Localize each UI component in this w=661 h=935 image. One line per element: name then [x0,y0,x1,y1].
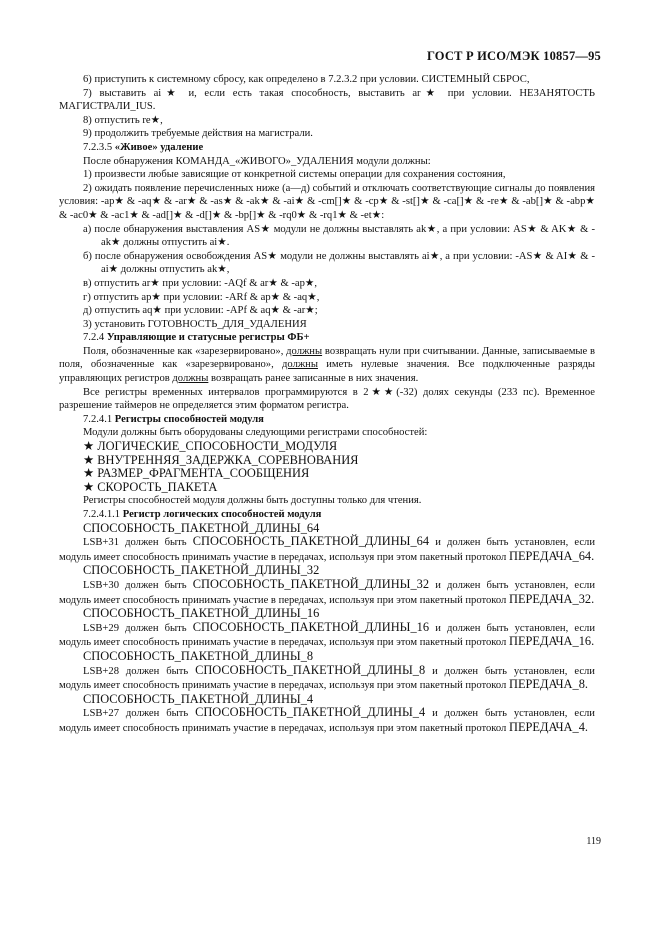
protocol-name: ПЕРЕДАЧА_16. [509,634,595,649]
text-run: LSB+28 должен быть [83,665,189,677]
paragraph [59,664,595,693]
section-number: 7.2.3.5 [83,141,113,153]
paragraph: Модули должны быть оборудованы следующими регистрами способностей: [83,427,428,439]
paragraph [59,535,595,564]
underlined-term: должны [286,345,323,357]
document-header: ГОСТ Р ИСО/МЭК 10857—95 [426,49,601,63]
list-item: 9) продолжить требуемые действия на магистрали. [83,128,313,140]
list-item: 1) произвести любые зависящие от конкретной системы операции для сохранения состояния, [83,169,506,181]
text-run: и должен быть установлен, если модуль имеет способность принимать участие в передачах, используя при этом пакетный протокол [59,579,595,606]
section-heading [59,141,595,155]
text-run: и должен быть установлен, если модуль имеет способность принимать участие в передачах, используя при этом пакетный протокол [59,665,595,692]
section-number: 7.2.4.1.1 [83,509,121,520]
page-number: 119 [586,836,601,847]
section-number: 7.2.4.1 [83,413,113,425]
text-run: LSB+27 должен быть [83,708,189,720]
bullet-item: ★ ВНУТРЕННЯЯ_ЗАДЕРЖКА_СОРЕВНОВАНИЯ [83,452,359,467]
register-name: СПОСОБНОСТЬ_ПАКЕТНОЙ_ДЛИНЫ_32 [83,563,320,578]
register-name: СПОСОБНОСТЬ_ПАКЕТНОЙ_ДЛИНЫ_4 [83,691,314,706]
sub-list-item: в) отпустить ar★ при условии: -AQf & ar★ & -ap★, [83,277,318,289]
protocol-name: ПЕРЕДАЧА_32. [509,591,595,606]
section-title: «Живое» удаление [114,141,204,153]
sub-list-item: б) после обнаружения освобождения AS★ модули не должны выставлять ai★, а при условии: -AS★ & AI★ & -ai★ должны отпустить ak★, [83,250,595,276]
register-name: СПОСОБНОСТЬ_ПАКЕТНОЙ_ДЛИНЫ_8 [83,648,314,663]
section-number: 7.2.4 [83,332,105,344]
protocol-name: ПЕРЕДАЧА_64. [509,548,595,563]
text-run: и должен быть установлен, если модуль имеет способность принимать участие в передачах, используя при этом пакетный протокол [59,708,595,734]
sub-list-item: а) после обнаружения выставления AS★ модули не должны выставлять ak★, а при условии: AS★ & AK★ & -ak★ должны отпустить ai★. [83,223,595,249]
register-name: СПОСОБНОСТЬ_ПАКЕТНОЙ_ДЛИНЫ_16 [83,606,320,621]
register-term: СПОСОБНОСТЬ_ПАКЕТНОЙ_ДЛИНЫ_4 [195,705,426,720]
register-term: СПОСОБНОСТЬ_ПАКЕТНОЙ_ДЛИНЫ_8 [195,662,426,677]
list-item: 8) отпустить re★, [83,114,163,126]
underlined-term: должны [282,359,318,371]
register-name: СПОСОБНОСТЬ_ПАКЕТНОЙ_ДЛИНЫ_64 [83,520,320,535]
bullet-item: ★ РАЗМЕР_ФРАГМЕНТА_СООБЩЕНИЯ [83,466,310,481]
paragraph [59,578,595,607]
section-heading [59,413,595,427]
paragraph [59,621,595,650]
paragraph: Все регистры временных интервалов программируются в 2★★(-32) долях секунды (233 пс). Временное разрешение таймеров не определяется этим форматом регистра. [59,386,595,412]
register-term: СПОСОБНОСТЬ_ПАКЕТНОЙ_ДЛИНЫ_16 [192,619,430,634]
section-heading [59,508,595,522]
section-heading [59,331,595,345]
sub-list-item: г) отпустить ap★ при условии: -ARf & ap★ & -aq★, [83,291,320,303]
section-title: Регистры способностей модуля [114,413,264,425]
list-item: 2) ожидать появление перечисленных ниже (а—д) событий и отключать соответствующие сигналы до появления условия: -ap★ & -aq★ & -ar★ & -as★ & -ak★ & -ai★ & -cm[]★ & -cp★ & -st[]★ & -ca[]★ & -re★ & -ab[]★ & -abp★ & -ac0★ & -ac1★ & -ad[]★ & -d[]★ & -bp[]★ & -rq0★ & -rq1★ & -et★: [59,182,595,221]
text-run: LSB+31 должен быть [83,537,187,549]
register-term: СПОСОБНОСТЬ_ПАКЕТНОЙ_ДЛИНЫ_64 [192,534,430,549]
page-body [59,73,595,736]
text-run: возвращать нули при считывании. Данные, записываемые в поля, обозначенные как «зарезервировано», [59,345,596,371]
text-run: Поля, обозначенные как «зарезервировано», [83,345,284,357]
list-item: 6) приступить к системному сбросу, как определено в 7.2.3.2 при условии. СИСТЕМНЫЙ СБРОС, [83,74,530,85]
list-item: 7) выставить ai★ и, если есть такая способность, выставить ar★ при условии. НЕЗАНЯТОСТЬ МАГИСТРАЛИ_IUS. [59,87,595,113]
text-run: и должен быть установлен, если модуль имеет способность принимать участие в передачах, используя при этом пакетный протокол [59,537,595,563]
protocol-name: ПЕРЕДАЧА_8. [509,677,588,692]
text-run: LSB+29 должен быть [83,622,187,634]
text-run: возвращать ранее записанные в них значения. [211,373,419,385]
sub-list-item: д) отпустить aq★ при условии: -APf & aq★ & -ar★; [83,305,318,317]
section-title: Управляющие и статусные регистры ФБ+ [106,332,310,344]
section-title: Регистр логических способностей модуля [122,509,322,520]
paragraph [59,706,595,735]
list-item: 3) установить ГОТОВНОСТЬ_ДЛЯ_УДАЛЕНИЯ [83,318,307,330]
bullet-item: ★ ЛОГИЧЕСКИЕ_СПОСОБНОСТИ_МОДУЛЯ [83,439,338,454]
paragraph [59,345,595,386]
underlined-term: должны [172,373,209,385]
register-term: СПОСОБНОСТЬ_ПАКЕТНОЙ_ДЛИНЫ_32 [192,576,430,591]
text-run: LSB+30 должен быть [83,579,187,591]
bullet-item: ★ СКОРОСТЬ_ПАКЕТА [83,479,218,494]
paragraph: Регистры способностей модуля должны быть доступны только для чтения. [83,495,422,507]
paragraph: После обнаружения КОМАНДА_«ЖИВОГО»_УДАЛЕНИЯ модули должны: [83,155,431,167]
text-run: иметь нулевые значения. Все подключенные разряды управляющих регистров [59,359,595,385]
protocol-name: ПЕРЕДАЧА_4. [509,719,588,734]
text-run: и должен быть установлен, если модуль имеет способность принимать участие в передачах, используя при этом пакетный протокол [59,622,595,649]
